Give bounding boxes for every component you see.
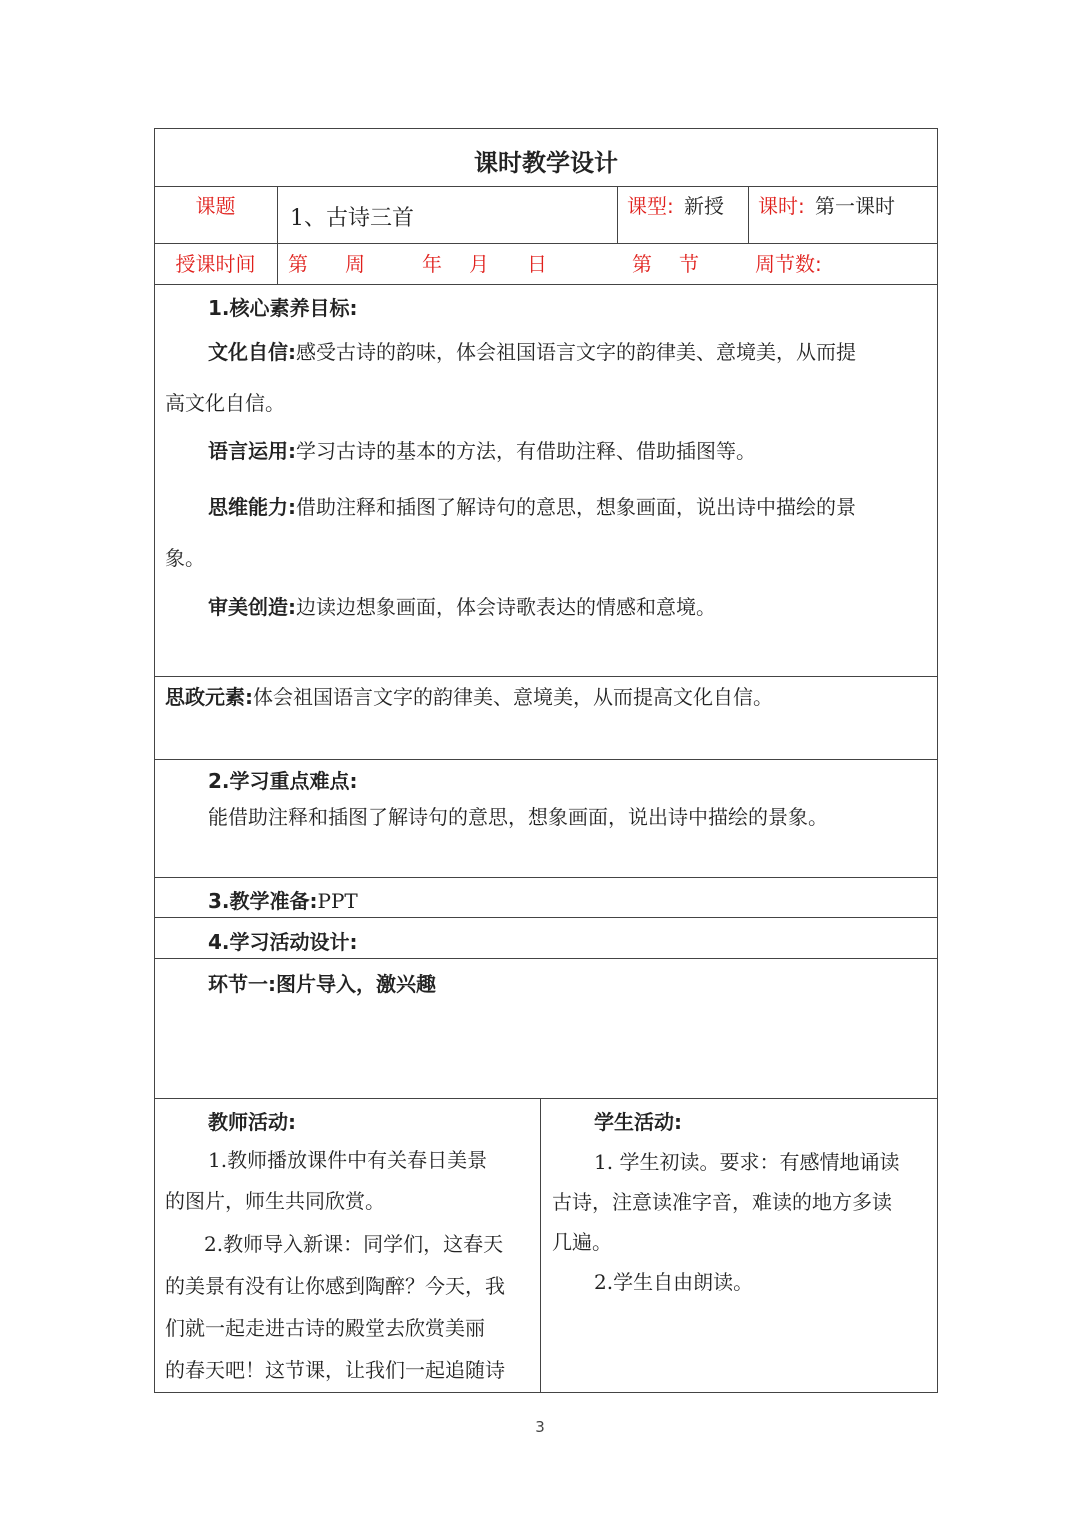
preparation-value: PPT [317,889,358,913]
ideology-row [165,671,773,723]
section-field-num: 第 [632,252,652,276]
col-divider [617,186,618,243]
col-divider [748,186,749,243]
time-field-week-num: 第 [288,252,308,276]
key-points-text: 能借助注释和插图了解诗句的意思，想象画面，说出诗中描绘的景象。 [208,805,828,829]
student-heading: 学生活动: [594,1110,682,1134]
lesson-period-value: 第一课时 [815,194,895,218]
student-line: 2.学生自由朗读。 [594,1270,754,1294]
time-field-year: 年 [422,252,442,276]
activities-heading-text: 4.学习活动设计: [208,930,358,954]
objective-language [208,425,756,477]
objective-label: 文化自信: [208,340,296,364]
col-divider [277,186,278,243]
teacher-line: 的美景有没有让你感到陶醉？今天，我 [165,1274,505,1298]
objective-text: 借助注释和插图了解诗句的意思，想象画面，说出诗中描绘的景 [296,495,856,519]
topic-value: 1、古诗三首 [290,206,414,231]
teacher-line: 1.教师播放课件中有关春日美景 [208,1148,488,1172]
objective-label: 语言运用: [208,439,296,463]
ideology-text: 体会祖国语言文字的韵律美、意境美，从而提高文化自信。 [253,685,773,709]
page-number: 3 [535,1418,545,1436]
objective-thinking [208,481,856,533]
page-title: 课时教学设计 [474,149,618,177]
col-divider [540,1098,541,1393]
objectives-heading-text: 1.核心素养目标: [208,296,358,320]
objective-text: 边读边想象画面，体会诗歌表达的情感和意境。 [296,595,716,619]
row-divider [154,243,938,244]
lesson-type-label: 课型: [627,194,674,218]
objective-text: 感受古诗的韵味，体会祖国语言文字的韵律美、意境美，从而提 [296,340,856,364]
objective-thinking-cont: 象。 [165,546,205,570]
stage1-label: 环节一: [208,972,276,996]
objective-text: 学习古诗的基本的方法，有借助注释、借助插图等。 [296,439,756,463]
teacher-line: 的春天吧！这节课，让我们一起追随诗 [165,1358,505,1382]
lesson-type-value: 新授 [684,194,724,218]
objective-culture-cont: 高文化自信。 [165,391,285,415]
teacher-line: 2.教师导入新课：同学们，这春天 [204,1232,504,1256]
objective-culture [208,326,856,378]
class-time-label: 授课时间 [175,252,256,276]
col-divider [277,243,278,284]
objective-aesthetic [208,581,716,633]
time-field-week: 周 [345,252,365,276]
lesson-period-label: 课时: [758,194,805,218]
student-line: 古诗，注意读准字音，难读的地方多读 [552,1190,892,1214]
student-line: 1. 学生初读。要求：有感情地诵读 [594,1150,900,1174]
objective-label: 审美创造: [208,595,296,619]
time-field-day: 日 [527,252,547,276]
student-line: 几遍。 [552,1230,612,1254]
stage1-title: 图片导入，激兴趣 [276,972,436,996]
section-field-unit: 节 [679,252,699,276]
stage1-row [208,958,436,1010]
key-points-heading-text: 2.学习重点难点: [208,769,358,793]
row-divider [154,186,938,187]
teacher-line: 的图片，师生共同欣赏。 [165,1189,385,1213]
weekly-count-label: 周节数: [755,252,822,276]
teacher-line: 们就一起走进古诗的殿堂去欣赏美丽 [165,1316,485,1340]
time-field-month: 月 [469,252,489,276]
preparation-heading: 3.教学准备: [208,889,318,913]
objective-label: 思维能力: [208,495,296,519]
teacher-heading: 教师活动: [208,1110,296,1134]
ideology-label: 思政元素: [165,685,253,709]
topic-label: 课题 [195,194,236,218]
